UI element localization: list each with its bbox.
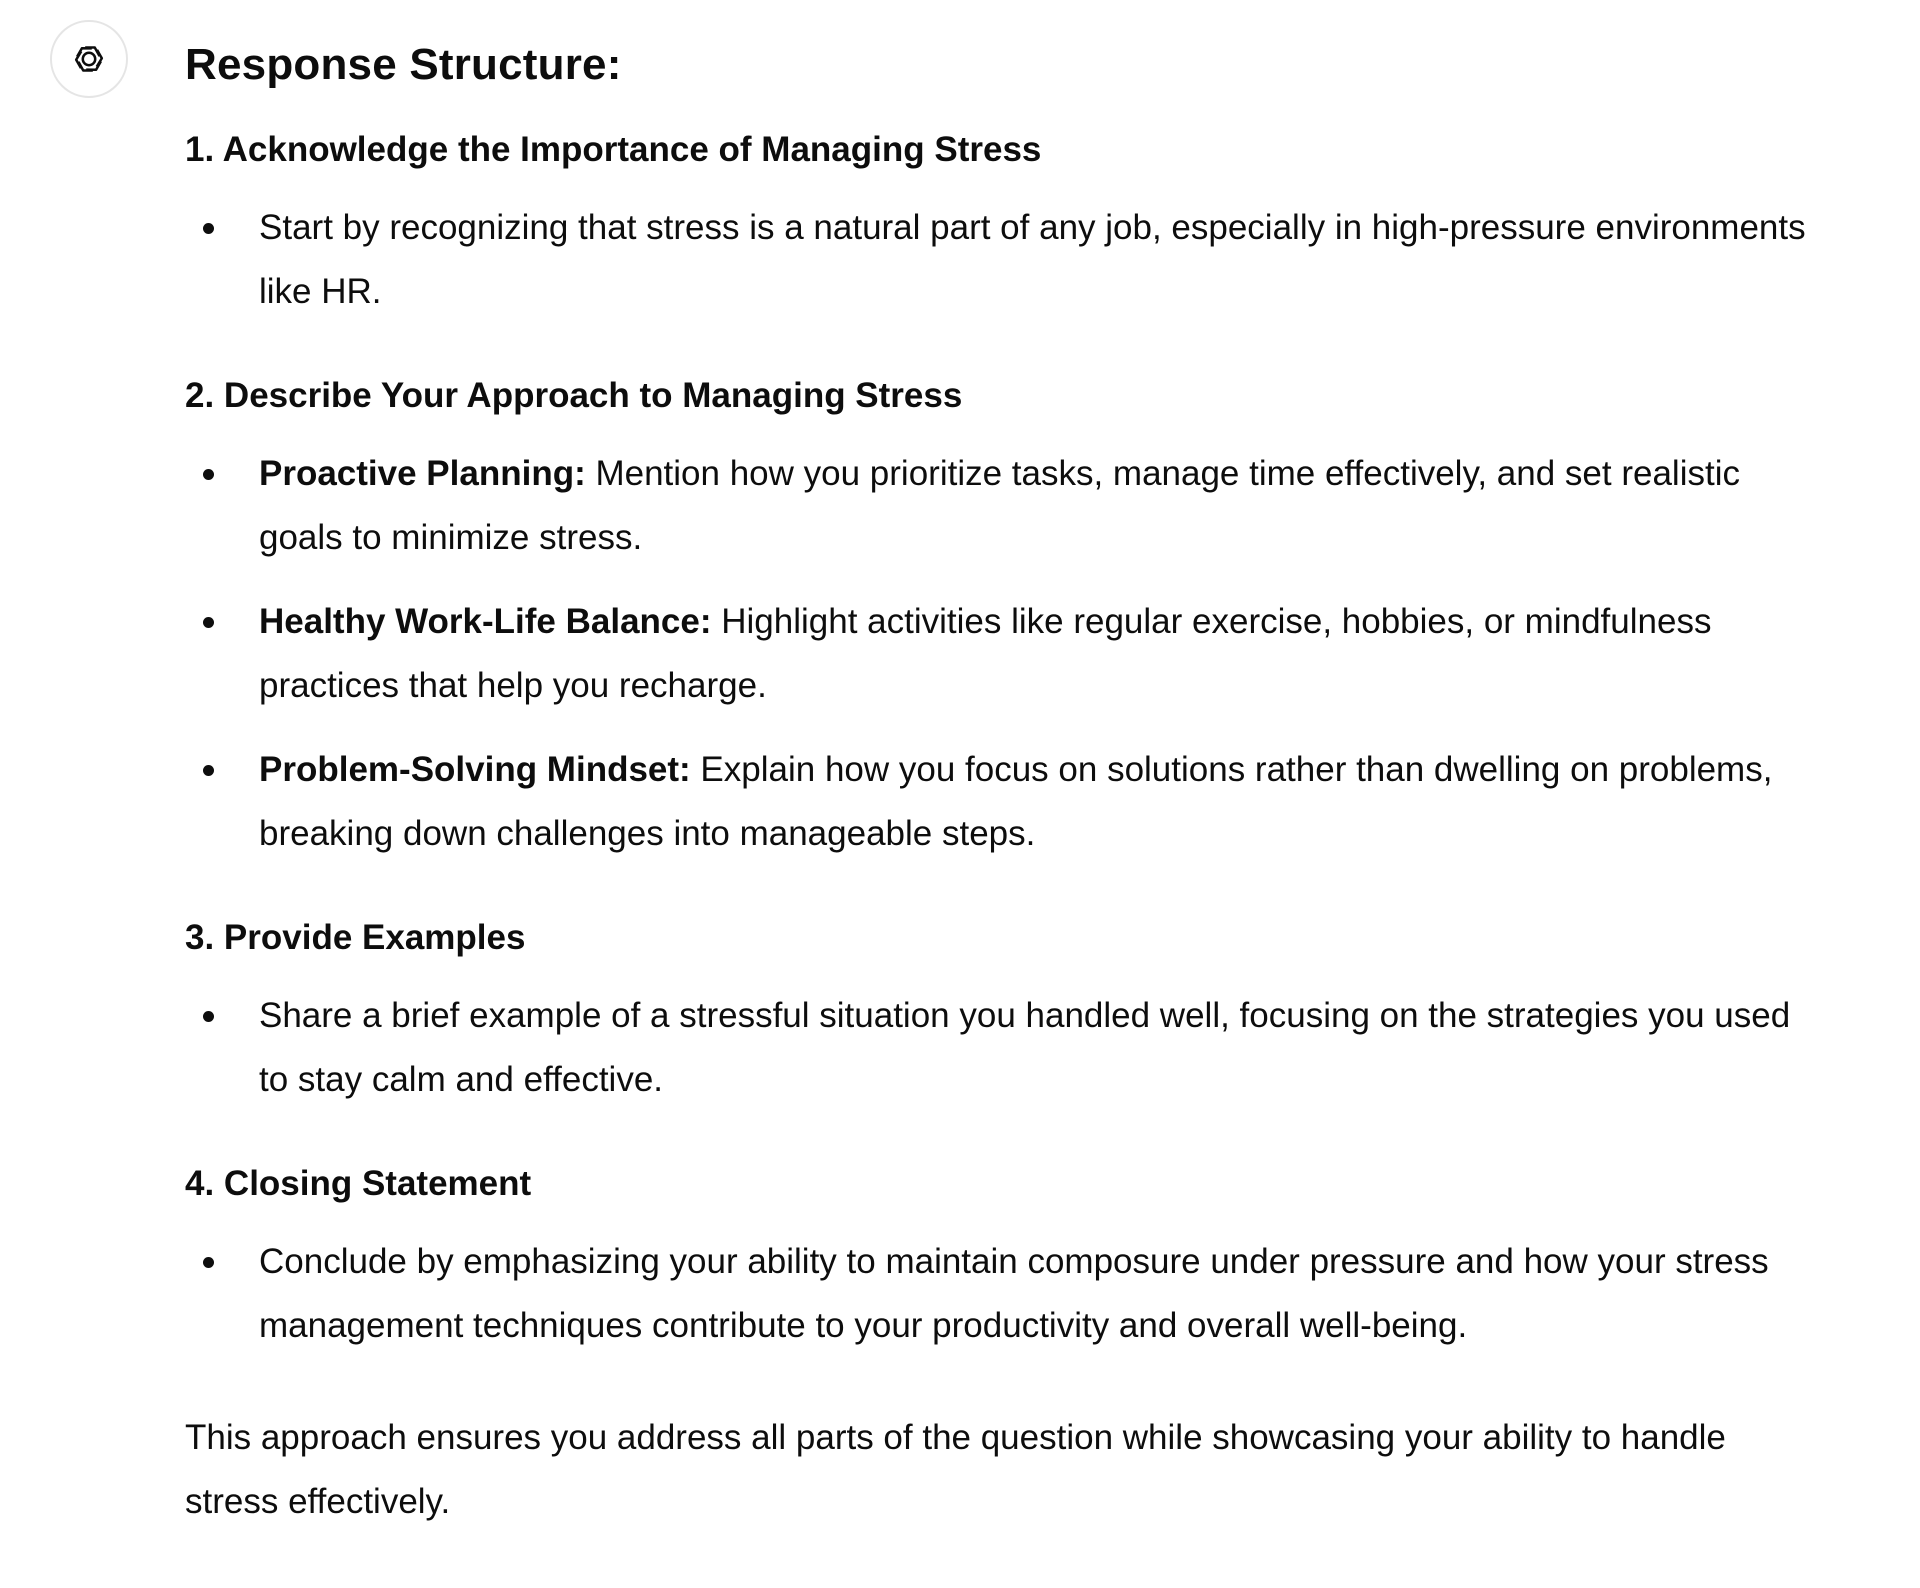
section-heading: 4. Closing Statement xyxy=(185,1164,532,1203)
section-acknowledge xyxy=(185,126,1825,324)
bullet-dot xyxy=(203,1011,214,1022)
list-item-text: Highlight activities like regular exercise, hobbies, or mindfulness practices that help you recharge. xyxy=(259,602,1712,705)
closing-paragraph: This approach ensures you address all parts of the question while showcasing your ability to handle stress effectively. xyxy=(185,1418,1726,1521)
bullet-list xyxy=(185,442,1825,866)
bullet-dot xyxy=(203,765,214,776)
list-item xyxy=(185,196,1825,324)
list-item xyxy=(185,1230,1825,1358)
list-item xyxy=(185,738,1825,866)
bullet-list xyxy=(185,984,1825,1112)
section-approach xyxy=(185,372,1825,866)
bullet-list xyxy=(185,1230,1825,1358)
list-item-text: Mention how you prioritize tasks, manage time effectively, and set realistic goals to minimize stress. xyxy=(259,454,1740,557)
assistant-message xyxy=(185,34,1825,1534)
openai-logo-icon xyxy=(66,36,112,82)
list-item-text: Start by recognizing that stress is a natural part of any job, especially in high-pressure environments like HR. xyxy=(259,208,1806,311)
list-item-term: Proactive Planning: xyxy=(259,454,586,493)
list-item-text: Conclude by emphasizing your ability to maintain composure under pressure and how your stress management techniques contribute to your productivity and overall well-being. xyxy=(259,1242,1769,1345)
list-item xyxy=(185,590,1825,718)
bullet-dot xyxy=(203,223,214,234)
bullet-list xyxy=(185,196,1825,324)
assistant-avatar xyxy=(50,20,128,98)
section-heading: 2. Describe Your Approach to Managing Stress xyxy=(185,376,963,415)
bullet-dot xyxy=(203,617,214,628)
list-item xyxy=(185,984,1825,1112)
bullet-dot xyxy=(203,1257,214,1268)
section-heading: 1. Acknowledge the Importance of Managing Stress xyxy=(185,130,1042,169)
list-item-text: Share a brief example of a stressful situation you handled well, focusing on the strategies you used to stay calm and effective. xyxy=(259,996,1791,1099)
bullet-dot xyxy=(203,469,214,480)
list-item xyxy=(185,442,1825,570)
list-item-term: Healthy Work-Life Balance: xyxy=(259,602,712,641)
section-heading: 3. Provide Examples xyxy=(185,918,526,957)
list-item-text: Explain how you focus on solutions rather than dwelling on problems, breaking down challenges into manageable steps. xyxy=(259,750,1773,853)
list-item-term: Problem-Solving Mindset: xyxy=(259,750,691,789)
response-title: Response Structure: xyxy=(185,40,622,89)
section-examples xyxy=(185,914,1825,1112)
section-closing xyxy=(185,1160,1825,1358)
